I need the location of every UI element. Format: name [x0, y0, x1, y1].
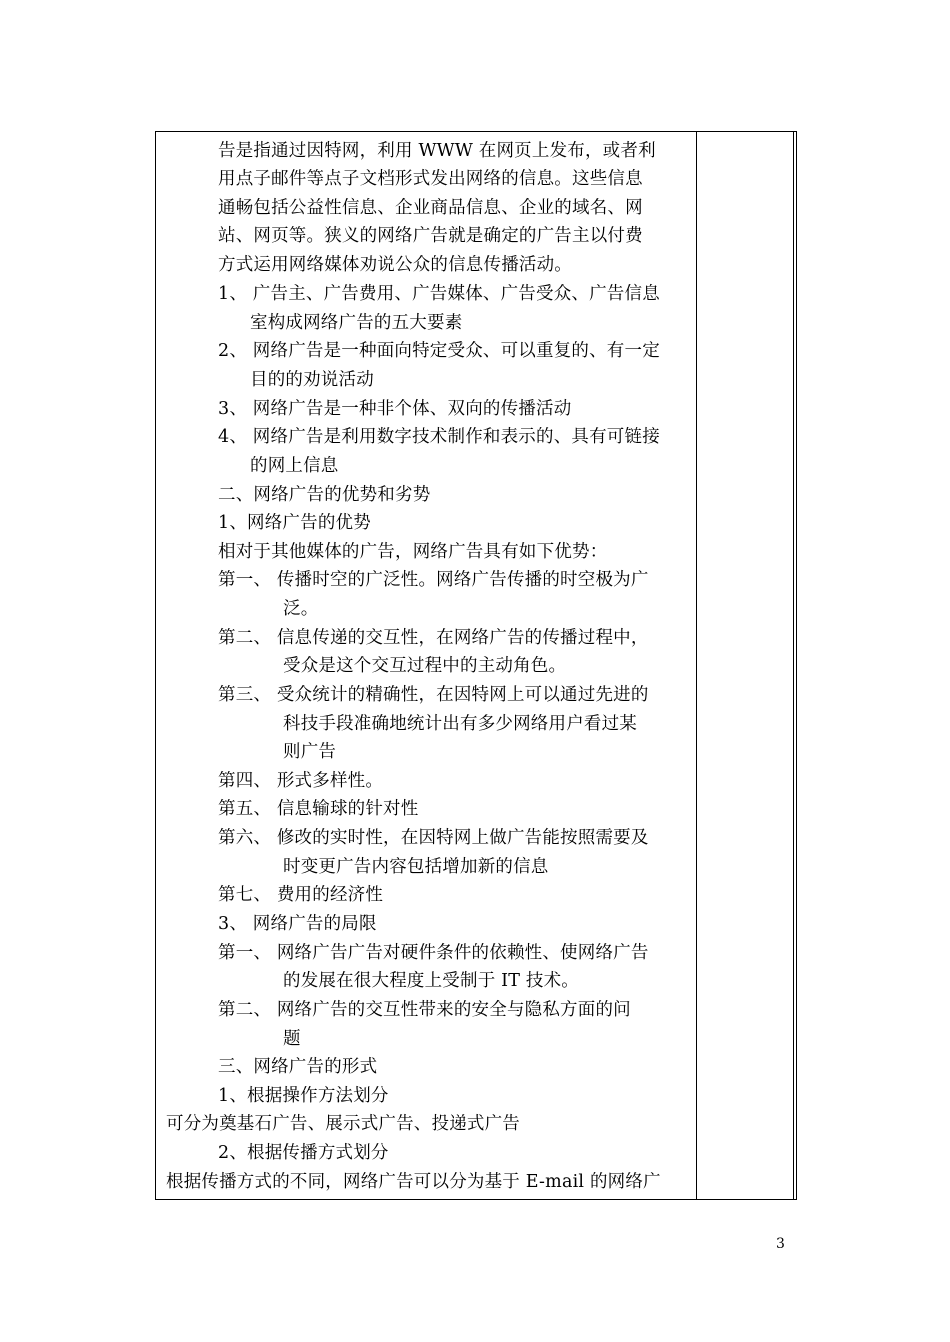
list-item-cont: 目的的劝说活动	[250, 370, 374, 390]
text-line: 相对于其他媒体的广告，网络广告具有如下优势：	[218, 542, 608, 562]
page-number: 3	[776, 1236, 785, 1252]
list-item: 第二、 网络广告的交互性带来的安全与隐私方面的问	[218, 1000, 631, 1020]
list-item: 第五、 信息输球的针对性	[218, 799, 419, 819]
text-line: 站、网页等。狭义的网络广告就是确定的广告主以付费	[218, 226, 643, 246]
list-item: 第三、 受众统计的精确性，在因特网上可以通过先进的	[218, 685, 649, 705]
list-item: 第二、 信息传递的交互性，在网络广告的传播过程中，	[218, 628, 649, 648]
subsection-heading: 1、根据操作方法划分	[218, 1086, 389, 1106]
list-item: 第七、 费用的经济性	[218, 885, 384, 905]
text-line: 方式运用网络媒体劝说公众的信息传播活动。	[218, 255, 572, 275]
text-line: 用点子邮件等点子文档形式发出网络的信息。这些信息	[218, 169, 643, 189]
list-item-cont: 时变更广告内容包括增加新的信息	[283, 857, 549, 877]
list-item: 2、 网络广告是一种面向特定受众、可以重复的、有一定	[218, 341, 660, 361]
document-table	[155, 131, 797, 1200]
list-item: 3、 网络广告是一种非个体、双向的传播活动	[218, 399, 572, 419]
section-heading: 三、网络广告的形式	[218, 1057, 378, 1077]
text-line: 通畅包括公益性信息、企业商品信息、企业的域名、网	[218, 198, 643, 218]
list-item: 1、 广告主、广告费用、广告媒体、广告受众、广告信息	[218, 284, 660, 304]
text-line: 根据传播方式的不同，网络广告可以分为基于 E-mail 的网络广	[166, 1172, 661, 1192]
list-item-cont: 的发展在很大程度上受制于 IT 技术。	[283, 971, 580, 991]
list-item: 第四、 形式多样性。	[218, 771, 384, 791]
list-item: 第一、 传播时空的广泛性。网络广告传播的时空极为广	[218, 570, 649, 590]
list-item-cont: 则广告	[283, 742, 337, 762]
list-item-cont: 泛。	[283, 599, 319, 619]
list-item: 4、 网络广告是利用数字技术制作和表示的、具有可链接	[218, 427, 660, 447]
table-border-inner	[793, 132, 794, 1199]
list-item: 第一、 网络广告广告对硬件条件的依赖性、使网络广告	[218, 943, 649, 963]
list-item: 第六、 修改的实时性，在因特网上做广告能按照需要及	[218, 828, 649, 848]
subsection-heading: 1、网络广告的优势	[218, 513, 371, 533]
list-item-cont: 的网上信息	[250, 456, 339, 476]
section-heading: 二、网络广告的优势和劣势	[218, 485, 431, 505]
list-item-cont: 题	[283, 1029, 301, 1049]
list-item-cont: 科技手段准确地统计出有多少网络用户看过某	[283, 714, 637, 734]
text-line: 可分为奠基石广告、展示式广告、投递式广告	[166, 1114, 520, 1134]
list-item-cont: 受众是这个交互过程中的主动角色。	[283, 656, 567, 676]
list-item-cont: 室构成网络广告的五大要素	[250, 313, 463, 333]
text-line: 告是指通过因特网，利用 WWW 在网页上发布，或者利	[218, 141, 656, 161]
subsection-heading: 2、根据传播方式划分	[218, 1143, 389, 1163]
subsection-heading: 3、 网络广告的局限	[218, 914, 377, 934]
column-divider	[696, 132, 697, 1199]
table-border-outer	[796, 132, 797, 1199]
